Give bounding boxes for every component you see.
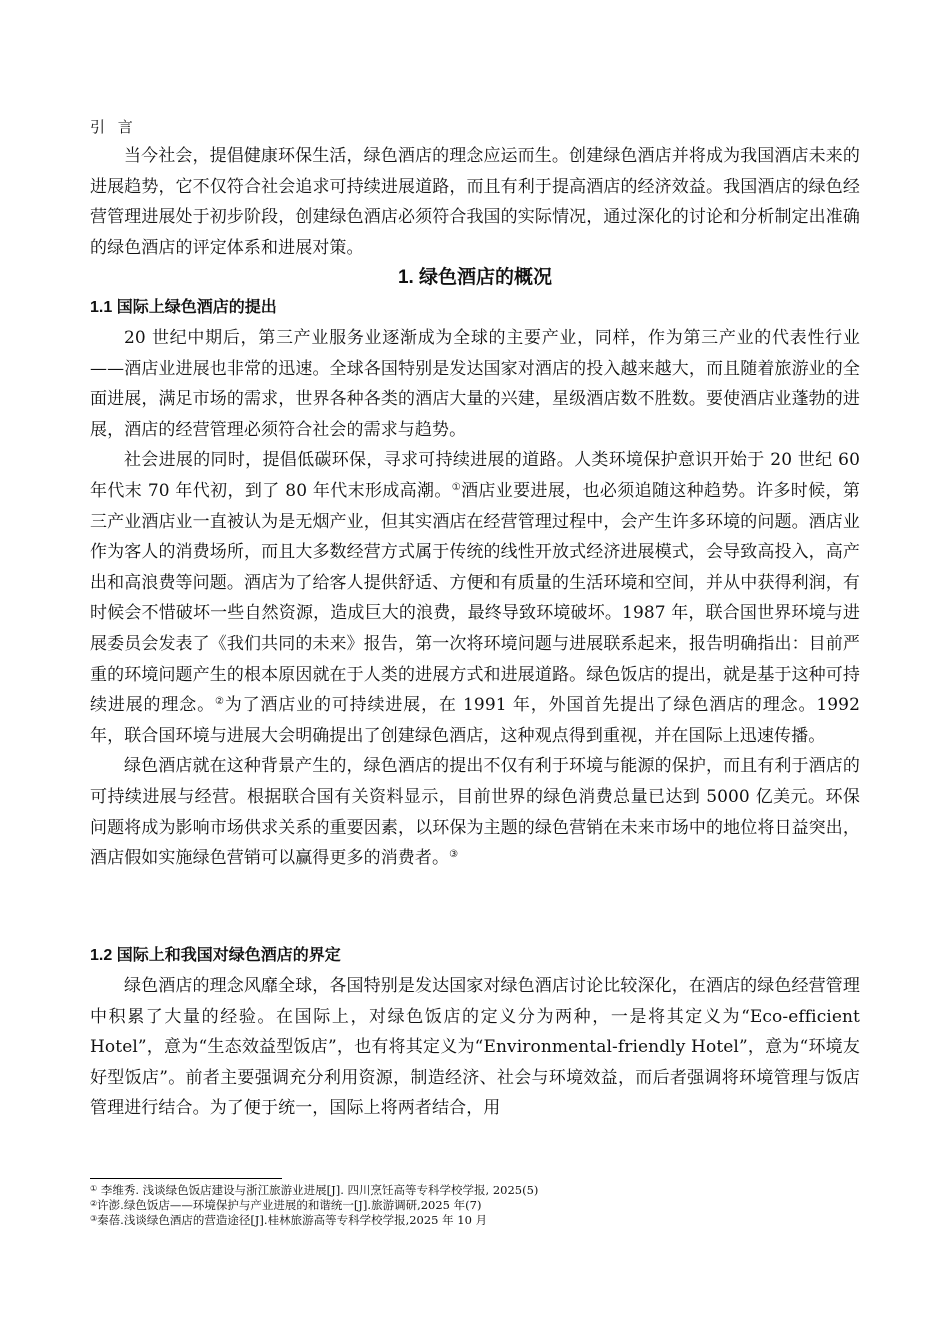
footnote-1-text: 李维秀. 浅谈绿色饭店建设与浙江旅游业进展[J]. 四川烹饪高等专科学校学报, 2025(5) bbox=[97, 1183, 539, 1197]
section-1-1-paragraph-1: 20 世纪中期后，第三产业服务业逐渐成为全球的主要产业，同样，作为第三产业的代表性行业——酒店业进展也非常的迅速。全球各国特别是发达国家对酒店的投入越来越大，而且随着旅游业的全面进展，满足市场的需求，世界各种各类的酒店大量的兴建，星级酒店数不胜数。要使酒店业蓬勃的进展，酒店的经营管理必须符合社会的需求与趋势。 bbox=[90, 328, 860, 440]
footnote-1-mark: ① bbox=[90, 1184, 98, 1193]
intro-paragraph: 当今社会，提倡健康环保生活，绿色酒店的理念应运而生。创建绿色酒店并将成为我国酒店未来的进展趋势，它不仅符合社会追求可持续进展道路，而且有利于提高酒店的经济效益。我国酒店的绿色经营管理进展处于初步阶段，创建绿色酒店必须符合我国的实际情况，通过深化的讨论和分析制定出准确的绿色酒店的评定体系和进展对策。 bbox=[90, 146, 860, 258]
section-1-1 bbox=[90, 293, 860, 874]
section-1-title: 1. 绿色酒店的概况 bbox=[397, 267, 553, 288]
paragraph-2-part-c: 为了酒店业的可持续进展，在 1991 年，外国首先提出了绿色酒店的理念。1992 年，联合国环境与进展大会明确提出了创建绿色酒店，这种观点得到重视，并在国际上迅速传播。 bbox=[90, 695, 860, 746]
footnote-ref-1: ① bbox=[451, 481, 462, 493]
section-1-2 bbox=[90, 941, 860, 1124]
intro-heading: 引 言 bbox=[90, 118, 137, 136]
footnote-2 bbox=[90, 1198, 481, 1213]
footnote-3-text: 秦蓓.浅谈绿色酒店的营造途径[J].桂林旅游高等专科学校学报,2025 年 10 月 bbox=[97, 1213, 488, 1227]
section-1-2-paragraph-1: 绿色酒店的理念风靡全球，各国特别是发达国家对绿色酒店讨论比较深化，在酒店的绿色经营管理中积累了大量的经验。在国际上，对绿色饭店的定义分为两种，一是将其定义为“Eco-efficient Hotel”，意为“生态效益型饭店”，也有将其定义为“Environmental-friendly Hotel”，意为“环境友好型饭店”。前者主要强调充分利用资源，制造经济、社会与环境效益，而后者强调将环境管理与饭店管理进行结合。为了便于统一，国际上将两者结合，用 bbox=[90, 976, 860, 1119]
section-1 bbox=[90, 263, 860, 293]
footnote-ref-2: ② bbox=[214, 696, 225, 708]
section-1-1-title: 1.1 国际上绿色酒店的提出 bbox=[90, 299, 277, 316]
footnote-3-mark: ③ bbox=[90, 1214, 98, 1223]
footnote-1 bbox=[90, 1183, 538, 1198]
section-1-2-title: 1.2 国际上和我国对绿色酒店的界定 bbox=[90, 947, 341, 964]
footnote-2-mark: ② bbox=[90, 1199, 98, 1208]
paragraph-2-part-a: 社会进展的同时，提倡低碳环保，寻求可持续进展的道路。人类环境保护意识开始于 20 世纪 60 年代末 70 年代初，到了 80 年代末形成高潮。 bbox=[90, 450, 860, 501]
section-1-1-paragraph-2 bbox=[90, 445, 860, 751]
section-1-1-paragraph-3 bbox=[90, 751, 860, 873]
intro-section bbox=[90, 141, 860, 263]
footnote-3 bbox=[90, 1213, 487, 1228]
footnote-ref-3: ③ bbox=[449, 849, 459, 861]
paragraph-3-text: 绿色酒店就在这种背景产生的，绿色酒店的提出不仅有利于环境与能源的保护，而且有利于酒店的可持续进展与经营。根据联合国有关资料显示，目前世界的绿色消费总量已达到 5000 亿美元。环保问题将成为影响市场供求关系的重要因素，以环保为主题的绿色营销在未来市场中的地位将日益突出，酒店假如实施绿色营销可以赢得更多的消费者。 bbox=[90, 756, 860, 869]
footnote-separator bbox=[90, 1178, 282, 1179]
paragraph-2-part-b: 酒店业要进展，也必须追随这种趋势。许多时候，第三产业酒店业一直被认为是无烟产业，但其实酒店在经营管理过程中，会产生许多环境的问题。酒店业作为客人的消费场所，而且大多数经营方式属于传统的线性开放式经济进展模式，会导致高投入，高产出和高浪费等问题。酒店为了给客人提供舒适、方便和有质量的生活环境和空间，并从中获得利润，有时候会不惜破坏一些自然资源，造成巨大的浪费，最终导致环境破坏。1987 年，联合国世界环境与进展委员会发表了《我们共同的未来》报告，第一次将环境问题与进展联系起来，报告明确指出：目前严重的环境问题产生的根本原因就在于人类的进展方式和进展道路。绿色饭店的提出，就是基于这种可持续进展的理念。 bbox=[90, 480, 860, 716]
footnote-2-text: 许澎.绿色饭店——环境保护与产业进展的和谐统一[J].旅游调研,2025 年(7) bbox=[97, 1198, 482, 1212]
